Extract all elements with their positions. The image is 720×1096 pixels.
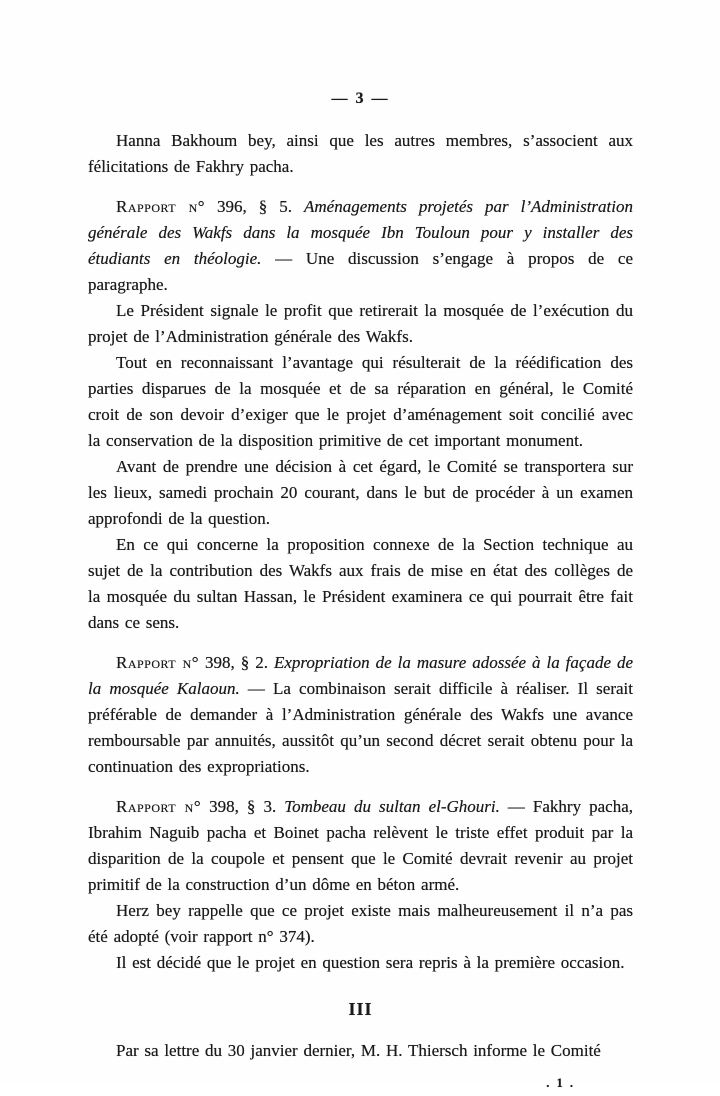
paragraph-president [88,298,633,350]
paragraph-intro-text: Hanna Bakhoum bey, ainsi que les autres membres, s’associent aux félicitations de Fakhry pacha. [88,131,633,176]
paragraph-lettre-text: Par sa lettre du 30 janvier dernier, M. H. Thiersch informe le Comité [116,1041,601,1060]
paragraph-avantage-text: Tout en reconnaissant l’avantage qui résulterait de la réédification des parties disparues de la mosquée et de sa réparation en général, le Comité croit de son devoir d’exiger que le projet d’aménagement soit concilié avec la conservation de la disposition primitive de cet important monument. [88,353,633,450]
paragraph-decision-text: Avant de prendre une décision à cet égard, le Comité se transportera sur les lieux, samedi prochain 20 courant, dans le but de procéder à un examen approfondi de la question. [88,457,633,528]
paragraph-president-text: Le Président signale le profit que retirerait la mosquée de l’exécution du projet de l’Administration générale des Wakfs. [88,301,633,346]
paragraph-decide [88,950,633,976]
rapport-398-3-ref: 398, § 3. [201,797,285,816]
rapport-396-title: Aménagements projetés par l’Administration générale des Wakfs dans la mosquée Ibn Touloun pour y installer des étudiants en théologie. [88,197,633,268]
paragraph-rapport-398-3 [88,794,633,898]
paragraph-herz-text: Herz bey rappelle que ce projet existe mais malheureusement il n’a pas été adopté (voir rapport n° 374). [88,901,633,946]
paragraph-decide-text: Il est décidé que le projet en question sera repris à la première occasion. [116,953,625,972]
paragraph-herz [88,898,633,950]
section-heading-roman-numeral: III [348,999,373,1019]
paragraph-rapport-398-2 [88,650,633,780]
page-number: — 3 — [331,90,390,107]
rapport-396-body: — Une discussion s’engage à propos de ce paragraphe. [88,249,633,294]
paragraph-rapport-396-5 [88,194,633,298]
rapport-398-3-label: Rapport n° [116,797,202,816]
rapport-398-3-title: Tombeau du sultan el-Ghouri. [284,797,500,816]
paragraph-lettre [88,1038,633,1064]
paragraph-section-technique [88,532,633,636]
paragraph-avantage [88,350,633,454]
rapport-396-ref: 396, § 5. [205,197,304,216]
paragraph-section-technique-text: En ce qui concerne la proposition connexe de la Section technique au sujet de la contribution des Wakfs aux frais de mise en état des collèges de la mosquée du sultan Hassan, le Président examinera ce qui pourrait être fait dans ce sens. [88,535,633,632]
rapport-398-2-ref: 398, § 2. [199,653,274,672]
rapport-396-label: Rapport n° [116,197,206,216]
paragraph-decision [88,454,633,532]
signature-mark: . 1 . [546,1076,575,1090]
paragraph-intro [88,128,633,180]
rapport-398-2-label: Rapport n° [116,653,200,672]
rapport-398-2-body: — La combinaison serait difficile à réaliser. Il serait préférable de demander à l’Administration générale des Wakfs une avance remboursable par annuités, aussitôt qu’un second décret serait obtenu pour la continuation des expropriations. [88,679,633,776]
rapport-398-2-title: Expropriation de la masure adossée à la façade de la mosquée Kalaoun. [88,653,633,698]
rapport-398-3-body: — Fakhry pacha, Ibrahim Naguib pacha et Boinet pacha relèvent le triste effet produit par la disparition de la coupole et pensent que le Comité devrait revenir au projet primitif de la construction d’un dôme en béton armé. [88,797,633,894]
